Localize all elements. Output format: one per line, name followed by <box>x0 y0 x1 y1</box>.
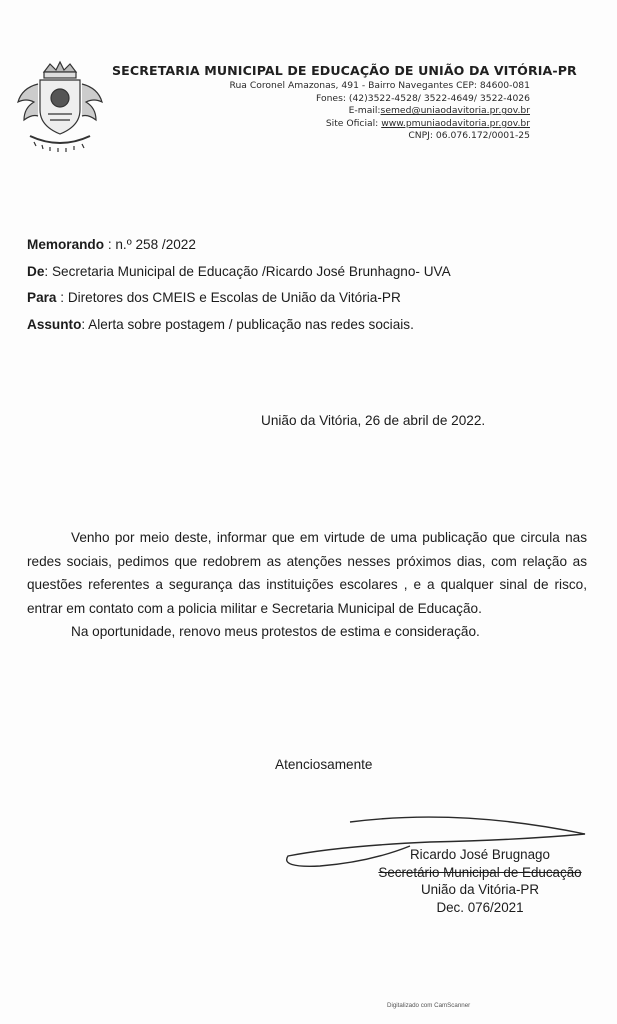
municipal-crest-icon <box>14 58 106 154</box>
header-contact-block <box>170 80 530 143</box>
memo-to-line <box>27 285 451 312</box>
email-link[interactable]: semed@uniaodavitoria.pr.gov.br <box>380 105 530 117</box>
memo-number-value: : n.º 258 /2022 <box>104 237 196 252</box>
signer-name: Ricardo José Brugnago <box>410 847 550 862</box>
date-line: União da Vitória, 26 de abril de 2022. <box>261 413 486 428</box>
memo-subject-label: Assunto <box>27 316 82 332</box>
memo-subject-value: : Alerta sobre postagem / publicação nas redes sociais. <box>81 316 414 332</box>
memo-number-line <box>27 232 451 259</box>
header-site-line <box>170 118 530 131</box>
signer-role: Secretário Municipal de Educação <box>378 864 582 880</box>
header-phones: Fones: (42)3522-4528/ 3522-4649/ 3522-4026 <box>316 92 530 104</box>
site-prefix: Site Oficial: <box>325 117 382 129</box>
memo-from-value: : Secretaria Municipal de Educação /Ricardo José Brunhagno- UVA <box>44 263 451 279</box>
header-title: SECRETARIA MUNICIPAL DE EDUCAÇÃO DE UNIÃO DA VITÓRIA-PR <box>112 63 577 78</box>
signature-block <box>360 846 600 916</box>
site-link[interactable]: www.pmuniaodavitoria.pr.gov.br <box>381 117 530 129</box>
memo-to-label: Para <box>27 290 57 305</box>
closing: Atenciosamente <box>275 757 373 772</box>
memo-body <box>27 526 587 644</box>
memo-number-label: Memorando <box>27 237 105 252</box>
body-paragraph-2: Na oportunidade, renovo meus protestos de estima e consideração. <box>71 624 480 640</box>
memo-meta <box>27 232 451 338</box>
memo-from-label: De <box>27 263 45 279</box>
header-cnpj: CNPJ: 06.076.172/0001-25 <box>408 130 530 142</box>
email-prefix: E-mail: <box>348 105 381 117</box>
signer-decree: Dec. 076/2021 <box>436 899 524 915</box>
header-email-line <box>170 105 530 118</box>
memo-from-line <box>27 259 451 286</box>
signer-city: União da Vitória-PR <box>420 882 540 898</box>
header-address: Rua Coronel Amazonas, 491 - Bairro Navegantes CEP: 84600-081 <box>229 80 530 91</box>
memo-subject-line <box>27 312 451 339</box>
scanner-watermark: Digitalizado com CamScanner <box>387 1002 471 1009</box>
memo-to-value: : Diretores dos CMEIS e Escolas de União da Vitória-PR <box>56 290 401 305</box>
body-paragraph-1: Venho por meio deste, informar que em virtude de uma publicação que circula nas redes sociais, pedimos que redobrem as atenções nesses próximos dias, com relação as questões referentes a segurança das instituições escolares , e a qualquer sinal de risco, entrar em contato com a policia militar e Secretaria Municipal de Educação. <box>27 530 587 616</box>
